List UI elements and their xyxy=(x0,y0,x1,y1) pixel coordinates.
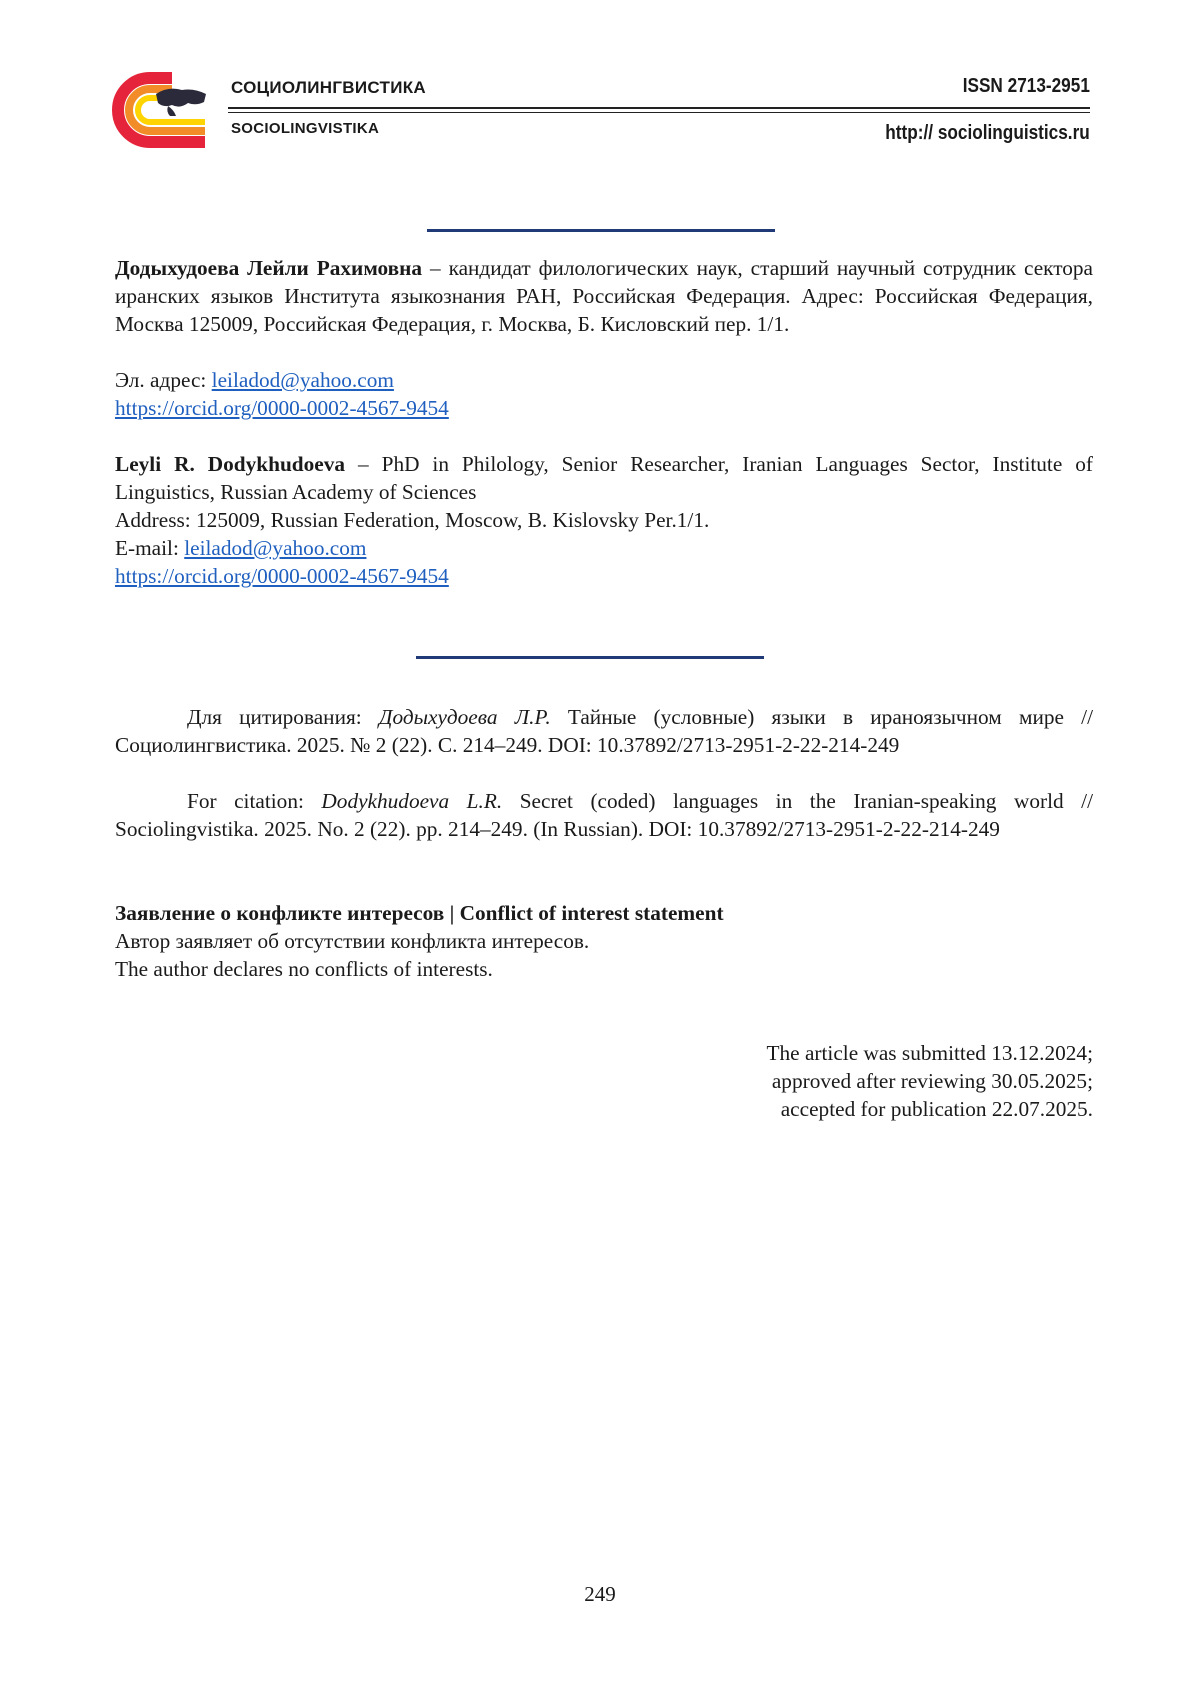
author-name-en: Leyli R. Dodykhudoeva xyxy=(115,452,346,476)
citation-text-en: Secret (coded) languages in the Iranian-speaking world // Sociolingvistika. 2025. No. 2 (22). pp. 214–249. (In Russian). DOI: 10.37892/2713-2951-2-22-214-249 xyxy=(115,789,1093,841)
header-rule-thin xyxy=(228,112,1090,113)
header-rule xyxy=(228,107,1090,109)
author-info-ru xyxy=(115,254,1093,338)
page-number: 249 xyxy=(584,1582,616,1606)
citation-label-en: For citation: xyxy=(187,789,322,813)
journal-title-en: SOCIOLINGVISTIKA xyxy=(231,120,380,137)
orcid-link-ru[interactable]: https://orcid.org/0000-0002-4567-9454 xyxy=(115,396,449,420)
citation-ru xyxy=(115,703,1093,759)
author-desc-ru: – кандидат филологических наук, старший научный сотрудник сектора иранских языков Института языкознания РАН, Российская Федерация. Адрес: Российская Федерация, Москва 125009, Российская Федерация, г. Москва, Б. Кисловский пер. 1/1. xyxy=(115,256,1093,336)
email-label-ru: Эл. адрес: xyxy=(115,368,212,392)
author-email-en xyxy=(115,534,1093,562)
orcid-en xyxy=(115,562,1093,590)
email-link-en[interactable]: leiladod@yahoo.com xyxy=(184,536,367,560)
journal-title-ru: СОЦИОЛИНГВИСТИКА xyxy=(231,78,426,97)
journal-logo-icon xyxy=(110,72,210,148)
email-link-ru[interactable]: leiladod@yahoo.com xyxy=(211,368,394,392)
author-name-ru: Додыхудоева Лейли Рахимовна xyxy=(115,256,423,280)
conflict-heading: Заявление о конфликте интересов | Conflict of interest statement xyxy=(115,901,724,925)
citation-label-ru: Для цитирования: xyxy=(187,705,379,729)
orcid-link-en[interactable]: https://orcid.org/0000-0002-4567-9454 xyxy=(115,564,449,588)
section-divider-2 xyxy=(416,656,764,659)
date-approved: approved after reviewing 30.05.2025; xyxy=(771,1069,1093,1093)
date-accepted: accepted for publication 22.07.2025. xyxy=(780,1097,1093,1121)
issn: ISSN 2713-2951 xyxy=(962,75,1090,97)
citation-author-en: Dodykhudoeva L.R. xyxy=(321,789,503,813)
citation-en xyxy=(115,787,1093,843)
section-divider xyxy=(427,229,775,232)
author-info-en xyxy=(115,450,1093,506)
email-label-en: E-mail: xyxy=(115,536,185,560)
author-desc-en: – PhD in Philology, Senior Researcher, Iranian Languages Sector, Institute of Linguistics, Russian Academy of Sciences xyxy=(115,452,1093,504)
date-submitted: The article was submitted 13.12.2024; xyxy=(766,1041,1093,1065)
conflict-ru: Автор заявляет об отсутствии конфликта интересов. xyxy=(115,929,590,953)
conflict-en: The author declares no conflicts of interests. xyxy=(115,957,493,981)
author-address-en: Address: 125009, Russian Federation, Moscow, B. Kislovsky Per.1/1. xyxy=(115,508,710,532)
citation-text-ru: Тайные (условные) языки в ираноязычном мире // Социолингвистика. 2025. № 2 (22). С. 214–249. DOI: 10.37892/2713-2951-2-22-214-249 xyxy=(115,705,1093,757)
author-email-ru xyxy=(115,366,1093,394)
orcid-ru xyxy=(115,394,1093,422)
citation-author-ru: Додыхудоева Л.Р. xyxy=(378,705,551,729)
journal-site: http:// sociolinguistics.ru xyxy=(885,122,1090,144)
